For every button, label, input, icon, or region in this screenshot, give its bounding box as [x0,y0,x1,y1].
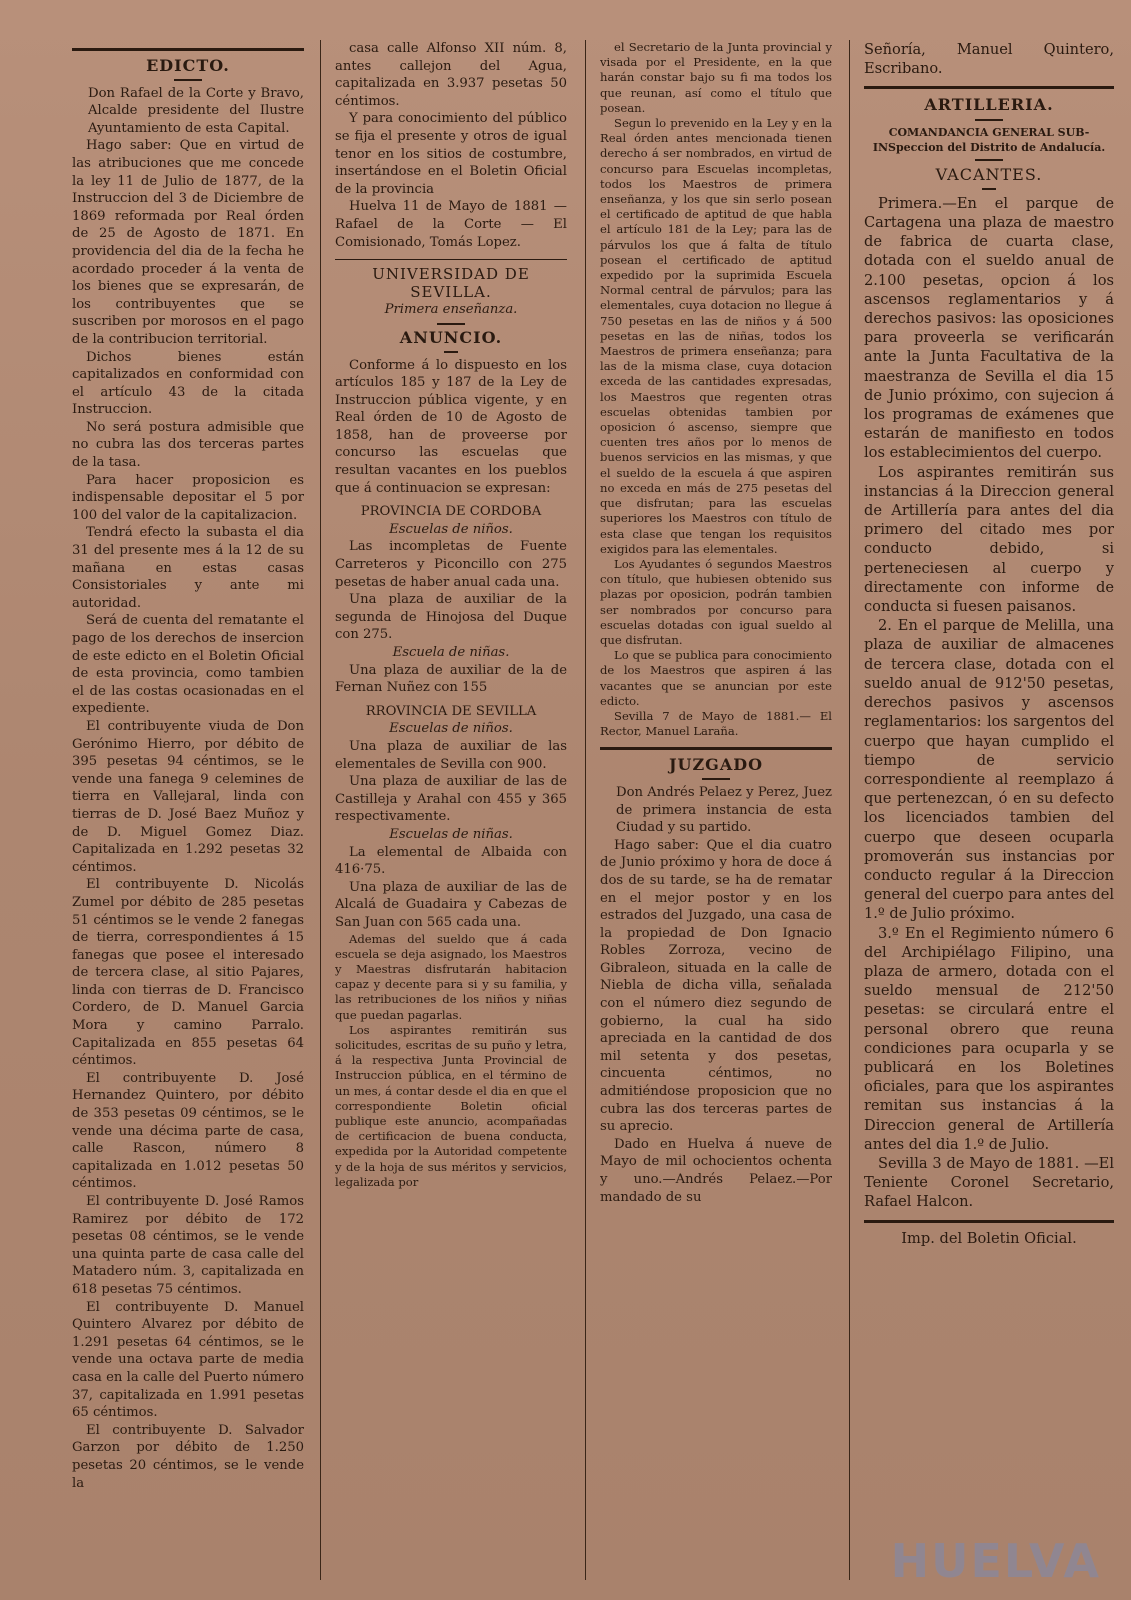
column-3 [600,40,832,1580]
column-2 [335,40,567,1580]
paragraph: Hago saber: Que en virtud de las atribuciones que me concede la ley 11 de Julio de 1877, de la Instruccion del 3 de Diciembre de 1869 reformada por Real órden de 25 de Agosto de 1871. En providencia del dia de la fecha he acordado proceder á la venta de los bienes que se expresarán, de los contribuyentes que se suscriben por morosos en el pago de la contribucion territorial. [72,138,304,347]
paragraph: Para hacer proposicion es indispensable depositar el 5 por 100 del valor de la capitalizacion. [72,472,304,523]
paragraph: El contribuyente D. José Hernandez Quintero, por débito de 353 pesetas 09 céntimos, se le vende una décima parte de casa, calle Rascon, número 8 capitalizada en 1.012 pesetas 50 céntimos. [72,1070,304,1192]
paragraph: Tendrá efecto la subasta el dia 31 del presente mes á la 12 de su mañana en estas casas Consistoriales y ante mi autoridad. [72,525,304,611]
paragraph: Será de cuenta del rematante el pago de los derechos de insercion de este edicto en el Boletin Oficial de esta provincia, como tambien el de las costas ocasionadas en el expediente. [72,613,304,717]
paragraph: Las incompletas de Fuente Carreteros y Piconcillo con 275 pesetas de haber anual cada una. [335,539,567,590]
paragraph: Conforme á lo dispuesto en los artículos 185 y 187 de la Ley de Instruccion pública vigente, y en Real órden de 10 de Agosto de 1858, han de proveerse por concurso las escuelas que resultan vacantes en los pueblos que á continuacion se expresan: [335,357,567,496]
dash-rule [975,119,1003,121]
section-rule [335,259,567,260]
province-heading: RROVINCIA DE SEVILLA [365,703,537,719]
school-type: Escuela de niñas. [392,645,510,660]
column-divider [585,40,586,1580]
paragraph: Ademas del sueldo que á cada escuela se deja asignado, los Maestros y Maestras disfrutarán habitacion capaz y decente para si y su familia, y las retribuciones de los niños y niñas que puedan pagarlas. [335,931,567,1022]
paragraph: Dichos bienes están capitalizados en conformidad con el artículo 43 de la citada Instruccion. [72,349,304,418]
paragraph: El contribuyente D. Manuel Quintero Alvarez por débito de 1.291 pesetas 64 céntimos, se le vende una octava parte de media casa en la calle del Puerto número 37, capitalizada en 1.991 pesetas 65 céntimos. [72,1299,304,1421]
dash-rule [982,188,996,190]
paragraph: El contribuyente D. Salvador Garzon por débito de 1.250 pesetas 20 céntimos, se le vende la [72,1422,304,1491]
section-rule [864,86,1114,89]
edicto-title: EDICTO. [146,56,230,75]
paragraph: El contribuyente viuda de Don Gerónimo Hierro, por débito de 395 pesetas 94 céntimos, se le vende una fanega 9 celemines de tierra en Vallejaral, linda con tierras de D. José Baez Muñoz y de D. Miguel Gomez Diaz. Capitalizada en 1.292 pesetas 32 céntimos. [72,718,304,875]
paragraph: La elemental de Albaida con 416·75. [335,844,567,878]
judge-name: Don Andrés Pelaez y Perez, Juez de primera instancia de esta Ciudad y su partido. [616,784,832,836]
section-rule [864,1220,1114,1223]
school-type: Escuelas de niños. [389,521,513,537]
paragraph: Una plaza de auxiliar de la segunda de Hinojosa del Duque con 275. [335,592,567,643]
command-heading: COMANDANCIA GENERAL SUB-INSpeccion del Distrito de Andalucía. [872,125,1106,154]
signature: Sevilla 7 de Mayo de 1881.— El Rector, Manuel Laraña. [600,708,832,739]
paragraph: El contribuyente D. José Ramos Ramirez por débito de 172 pesetas 08 céntimos, se le vende una quinta parte de casa calle del Matadero núm. 3, capitalizada en 618 pesetas 75 céntimos. [72,1194,304,1297]
paragraph: Y para conocimiento del público se fija el presente y otros de igual tenor en los sitios de costumbre, insertándose en el Boletin Oficial de la provincia [335,111,567,197]
university-subheading: Primera enseñanza. [384,302,518,318]
signature: Sevilla 3 de Mayo de 1881. —El Teniente Coronel Secretario, Rafael Halcon. [864,1154,1114,1211]
dash-rule [702,778,730,780]
paragraph: Dado en Huelva á nueve de Mayo de mil ochocientos ochenta y uno.—Andrés Pelaez.—Por mandado de su [600,1136,832,1205]
university-heading: UNIVERSIDAD DE SEVILLA. [372,265,530,301]
paragraph: Los aspirantes remitirán sus instancias á la Direccion general de Artillería para antes del dia primero del citado mes por conducto debido, si perteneciesen al cuerpo y directamente con informe de conducta si fuesen paisanos. [864,463,1114,616]
paragraph: 3.º En el Regimiento número 6 del Archipiélago Filipino, una plaza de armero, dotada con el sueldo mensual de 212'50 pesetas: se circulará entre el personal obrero que reuna condiciones para ocuparla y se publicará en los Boletines oficiales, para que los aspirantes remitan sus instancias á la Direccion general de Artillería antes del dia 1.º de Julio. [864,924,1114,1153]
juzgado-title: JUZGADO [668,755,764,775]
column-divider [320,40,321,1580]
paragraph: No será postura admisible que no cubra las dos terceras partes de la tasa. [72,419,304,471]
signature: Huelva 11 de Mayo de 1881 — Rafael de la Corte — El Comisionado, Tomás Lopez. [335,199,567,250]
paragraph: Primera.—En el parque de Cartagena una plaza de maestro de fabrica de cuarta clase, dotada con el sueldo anual de 2.100 pesetas, opcion á los ascensos reglamentarios y á derechos pasivos: las oposiciones para proveerla se verificarán ante la Junta Facultativa de la maestranza de Sevilla el dia 15 de Junio próximo, con sujecion á los programas de exámenes que estarán de manifiesto en todos los establecimientos del cuerpo. [864,194,1114,462]
dash-rule [975,159,1003,161]
heading-rule [72,48,304,51]
province-heading: PROVINCIA DE CORDOBA [360,504,542,520]
paragraph: Los Ayudantes ó segundos Maestros con título, que hubiesen obtenido sus plazas por oposicion, podrán tambien ser nombrados por concurso para escuelas dotadas con igual sueldo al que disfrutan. [600,556,832,647]
paragraph: Señoría, Manuel Quintero, Escribano. [864,41,1114,78]
paragraph: casa calle Alfonso XII núm. 8, antes callejon del Agua, capitalizada en 3.937 pesetas 50 céntimos. [335,41,567,109]
dash-rule [174,79,202,81]
column-1 [72,40,304,1580]
paragraph: Una plaza de auxiliar de la de Fernan Nuñez con 155 [335,662,567,696]
paragraph: Hago saber: Que el dia cuatro de Junio próximo y hora de doce á dos de su tarde, se ha de rematar en el mejor postor y en los estrados del Juzgado, una casa de la propiedad de Don Ignacio Robles Zorroza, vecino de Gibraleon, situada en la calle de Niebla de dicha villa, señalada con el número diez segundo de gobierno, la cual ha sido apreciada en la cantidad de dos mil setenta y dos pesetas, cincuenta céntimos, no admitiéndose proposicion que no cubra las dos terceras partes de su aprecio. [600,837,832,1135]
dash-rule [444,351,458,353]
anuncio-title: ANUNCIO. [399,327,503,347]
library-stamp: HUELVA [890,1534,1101,1588]
paragraph: El contribuyente D. Nicolás Zumel por débito de 285 pesetas 51 céntimos se le vende 2 fanegas de tierra, correspondientes á 15 fanegas que posee el interesado de tercera clase, al sitio Pajares, linda con tierras de D. Francisco Cordero, de D. Manuel Garcia Mora y camino Parralo. Capitalizada en 855 pesetas 64 céntimos. [72,877,304,1069]
paragraph: el Secretario de la Junta provincial y visada por el Presidente, en la que harán constar bajo su fi ma todos los que reunan, así como el título que posean. [600,40,832,115]
section-rule [600,747,832,750]
column-divider [849,40,850,1580]
paragraph: Lo que se publica para conocimiento de los Maestros que aspiren á las vacantes que se anuncian por este edicto. [600,648,832,708]
paragraph: 2. En el parque de Melilla, una plaza de auxiliar de almacenes de tercera clase, dotada con el sueldo anual de 912'50 pesetas, derechos pasivos y ascensos reglamentarios: los sargentos del cuerpo que hayan cumplido el tiempo de servicio correspondiente al reemplazo á que pertenezcan, ó en su defecto los licenciados tambien del cuerpo que deseen ocuparla promoverán sus instancias por conducto regular á la Direccion general del cuerpo para antes del 1.º de Julio próximo. [864,617,1114,923]
paragraph: Una plaza de auxiliar de las elementales de Sevilla con 900. [335,738,567,772]
paragraph: Los aspirantes remitirán sus solicitudes, escritas de su puño y letra, á la respectiva Junta Provincial de Instruccion pública, en el término de un mes, á contar desde el dia en que el correspondiente Boletin oficial publique este anuncio, acompañadas de certificacion de buena conducta, expedida por la Autoridad competente y de la hoja de sus méritos y servicios, legalizada por [335,1022,567,1189]
vacantes-heading: VACANTES. [935,164,1043,184]
paragraph: Segun lo prevenido en la Ley y en la Real órden antes mencionada tienen derecho á ser nombrados, en virtud de concurso para Escuelas incompletas, todos los Maestros de primera enseñanza, y los que sin serlo posean el certificado de aptitud de que habla el artículo 181 de la Ley; para las de párvulos los que á falta de título posean el certificado de aptitud expedido por la suprimida Escuela Normal central de párvulos; para las elementales, cuya dotacion no llegue á 750 pesetas en las de niños y á 500 pesetas en las de niñas, todos los Maestros de primera enseñanza; para las de la misma clase, cuya dotacion exceda de las cantidades expresadas, los Maestros que regenten otras escuelas obtenidas tambien por oposicion ó ascenso, siempre que cuenten tres años por lo menos de buenos servicios en las mismas, y que el sueldo de la escuela á que aspiren no exceda en más de 275 pesetas del que disfrutan; para las escuelas superiores los Maestros con título de esta clase que tengan los requisitos exigidos para las elementales. [600,116,832,556]
paragraph: Una plaza de auxiliar de las de Alcalá de Guadaira y Cabezas de San Juan con 565 cada una. [335,879,567,930]
school-type: Escuelas de niñas. [389,826,513,842]
edicto-author: Don Rafael de la Corte y Bravo, Alcalde presidente del Ilustre Ayuntamiento de esta Capital. [88,85,304,136]
dash-rule [437,323,465,325]
paragraph: Una plaza de auxiliar de las de Castilleja y Arahal con 455 y 365 respectivamente. [335,774,567,825]
artilleria-title: ARTILLERIA. [924,95,1054,115]
school-type: Escuelas de niños. [389,721,513,737]
column-4 [864,40,1114,1580]
printer-imprint: Imp. del Boletin Oficial. [901,1229,1077,1247]
